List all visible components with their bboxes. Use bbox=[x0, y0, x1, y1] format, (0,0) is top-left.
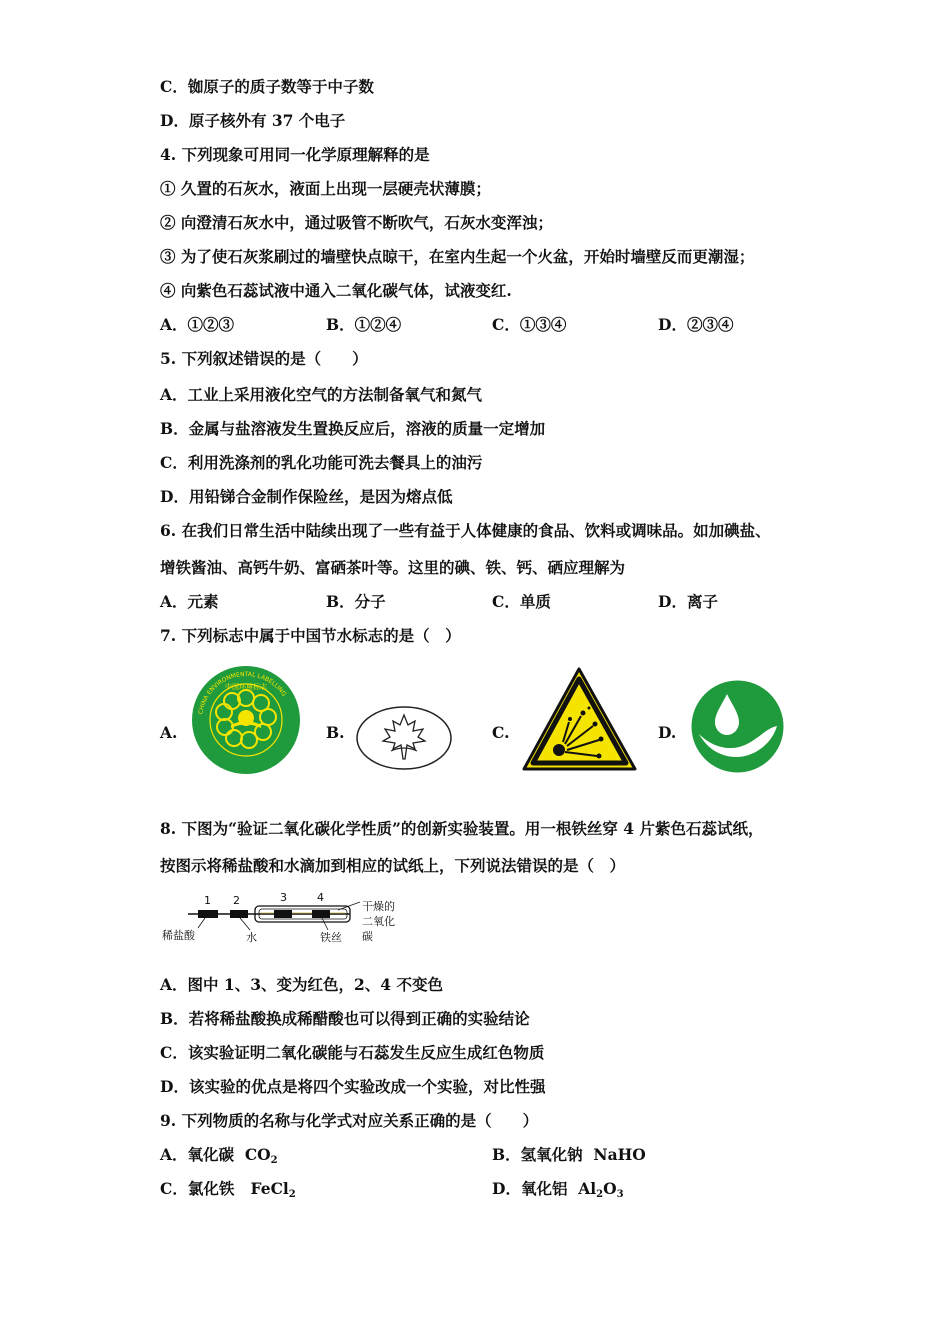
q8-option-d: D．该实验的优点是将四个实验改成一个实验，对比性强 bbox=[160, 1077, 546, 1096]
q9-option-c-name: C．氯化铁 bbox=[160, 1179, 235, 1198]
q6-option-c: C．单质 bbox=[492, 592, 551, 611]
maple-leaf-logo bbox=[355, 705, 453, 775]
water-saving-logo bbox=[691, 680, 784, 777]
q4-option-b: B．①②④ bbox=[326, 315, 402, 334]
q6-option-b: B．分子 bbox=[326, 592, 386, 611]
q9-option-a bbox=[160, 1145, 278, 1171]
q9-option-d bbox=[492, 1179, 624, 1205]
q4-option-a: A．①②③ bbox=[160, 315, 235, 334]
china-environmental-label-logo bbox=[191, 665, 301, 779]
q9-stem: 9. 下列物质的名称与化学式对应关系正确的是（ ） bbox=[160, 1111, 539, 1130]
co2-label-line2: 二氧化 bbox=[362, 915, 395, 928]
q9-option-d-subscript-1: 2 bbox=[596, 1189, 604, 1200]
q4-option-d: D．②③④ bbox=[658, 315, 734, 334]
q9-option-c bbox=[160, 1179, 296, 1205]
co2-label-line1: 干燥的 bbox=[362, 900, 395, 913]
q9-option-b-name: B．氢氧化钠 bbox=[492, 1145, 583, 1164]
q7-label-a: A. bbox=[160, 723, 178, 742]
q3-option-d: D．原子核外有 37 个电子 bbox=[160, 111, 346, 130]
q8-option-b: B．若将稀盐酸换成稀醋酸也可以得到正确的实验结论 bbox=[160, 1009, 530, 1028]
q9-option-c-subscript: 2 bbox=[288, 1189, 296, 1200]
iron-wire-label: 铁丝 bbox=[320, 931, 342, 944]
q5-stem: 5. 下列叙述错误的是（ ） bbox=[160, 349, 368, 368]
q4-item-4: ④ 向紫色石蕊试液中通入二氧化碳气体，试液变红. bbox=[160, 281, 512, 300]
q7-label-c: C. bbox=[492, 723, 510, 742]
logo-ring-text: CHINA ENVIRONMENTAL LABELLING bbox=[197, 670, 288, 715]
q9-option-d-formula-al: Al bbox=[578, 1179, 597, 1198]
dilute-hcl-label: 稀盐酸 bbox=[162, 929, 195, 942]
q9-option-d-name: D．氧化铝 bbox=[492, 1179, 568, 1198]
paper-label-1: 1 bbox=[204, 894, 211, 907]
paper-label-3: 3 bbox=[280, 891, 287, 904]
water-label: 水 bbox=[246, 931, 257, 944]
q3-option-c: C．铷原子的质子数等于中子数 bbox=[160, 77, 374, 96]
q6-option-d: D．离子 bbox=[658, 592, 718, 611]
experiment-apparatus-diagram bbox=[160, 888, 410, 952]
q7-stem: 7. 下列标志中属于中国节水标志的是（ ） bbox=[160, 626, 461, 645]
q9-option-d-formula-o: O bbox=[603, 1179, 617, 1198]
q6-option-a: A．元素 bbox=[160, 592, 219, 611]
q5-option-b: B．金属与盐溶液发生置换反应后，溶液的质量一定增加 bbox=[160, 419, 546, 438]
co2-label-line3: 碳 bbox=[362, 930, 373, 943]
q9-option-a-formula: CO bbox=[244, 1145, 271, 1164]
q9-option-a-name: A．氧化碳 bbox=[160, 1145, 235, 1164]
q4-item-3: ③ 为了使石灰浆刷过的墙壁快点晾干，在室内生起一个火盆，开始时墙壁反而更潮湿； bbox=[160, 247, 755, 266]
explosive-warning-icon bbox=[521, 666, 638, 777]
q7-label-b: B. bbox=[326, 723, 345, 742]
q5-option-a: A．工业上采用液化空气的方法制备氧气和氮气 bbox=[160, 385, 483, 404]
paper-label-2: 2 bbox=[233, 894, 240, 907]
q4-stem: 4. 下列现象可用同一化学原理解释的是 bbox=[160, 145, 430, 164]
q5-option-d: D．用铅锑合金制作保险丝，是因为熔点低 bbox=[160, 487, 453, 506]
q4-item-2: ② 向澄清石灰水中，通过吸管不断吹气，石灰水变浑浊； bbox=[160, 213, 553, 232]
q8-option-a: A．图中 1、3、变为红色，2、4 不变色 bbox=[160, 975, 443, 994]
q9-option-a-subscript: 2 bbox=[270, 1155, 278, 1166]
q9-option-b-formula: NaHO bbox=[593, 1145, 646, 1164]
q9-option-c-formula: FeCl bbox=[250, 1179, 289, 1198]
q8-stem-line2: 按图示将稀盐酸和水滴加到相应的试纸上，下列说法错误的是（ ） bbox=[160, 856, 626, 875]
q6-stem-line1: 6. 在我们日常生活中陆续出现了一些有益于人体健康的食品、饮料或调味品。如加碘盐、 bbox=[160, 521, 771, 540]
q8-option-c: C．该实验证明二氧化碳能与石蕊发生反应生成红色物质 bbox=[160, 1043, 545, 1062]
q9-option-b bbox=[492, 1145, 646, 1165]
q6-stem-line2: 增铁酱油、高钙牛奶、富硒茶叶等。这里的碘、铁、钙、硒应理解为 bbox=[160, 558, 626, 577]
q4-option-c: C．①③④ bbox=[492, 315, 567, 334]
q7-label-d: D. bbox=[658, 723, 677, 742]
logo-title-text: 中国环境标志 bbox=[225, 683, 267, 691]
q9-option-d-subscript-2: 3 bbox=[616, 1189, 624, 1200]
q4-item-1: ① 久置的石灰水，液面上出现一层硬壳状薄膜； bbox=[160, 179, 491, 198]
q8-stem-line1: 8. 下图为“验证二氧化碳化学性质”的创新实验装置。用一根铁丝穿 4 片紫色石蕊试纸， bbox=[160, 819, 764, 838]
paper-label-4: 4 bbox=[317, 891, 324, 904]
q5-option-c: C．利用洗涤剂的乳化功能可洗去餐具上的油污 bbox=[160, 453, 483, 472]
